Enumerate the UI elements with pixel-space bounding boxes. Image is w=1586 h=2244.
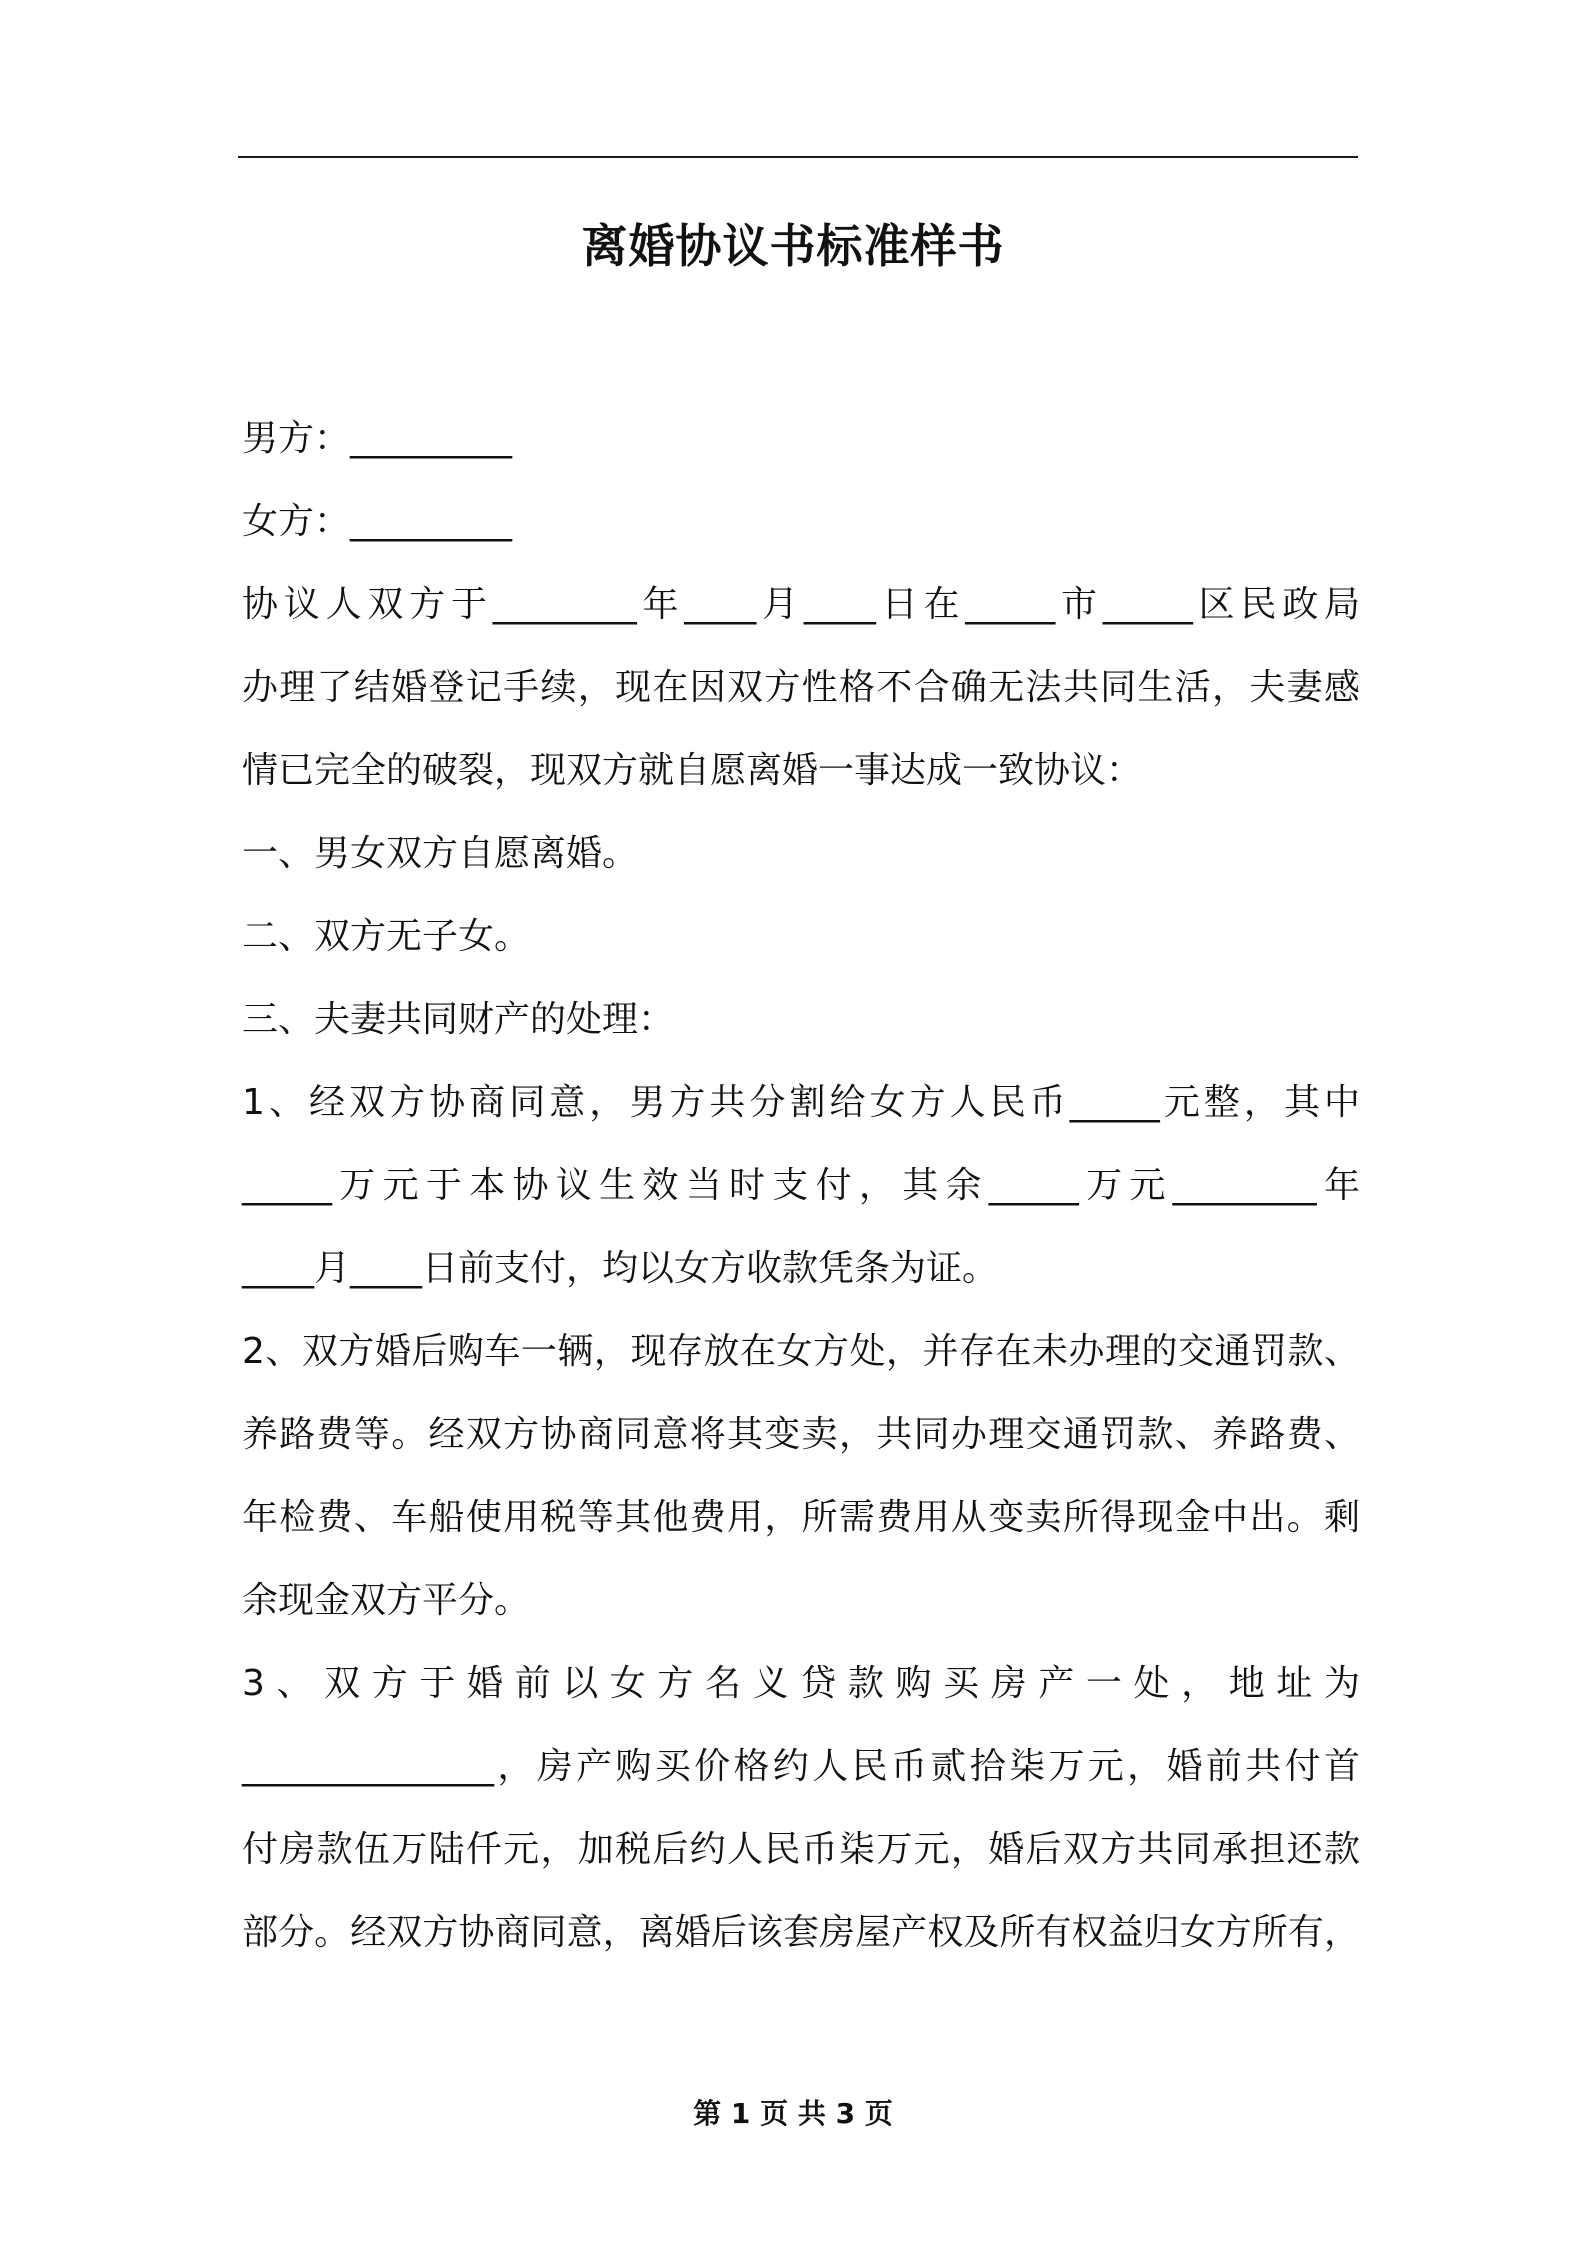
body-line: ____月____日前支付，均以女方收款凭条为证。 xyxy=(242,1248,999,1289)
body-line: 养路费等。经双方协商同意将其变卖，共同办理交通罚款、养路费、 xyxy=(242,1414,1360,1455)
body-line-female-party: 女方：_________ xyxy=(242,501,513,542)
clause-heading: 二、双方无子女。 xyxy=(242,916,531,957)
body-line: 办理了结婚登记手续，现在因双方性格不合确无法共同生活，夫妻感 xyxy=(242,667,1360,708)
body-line: 1、经双方协商同意，男方共分割给女方人民币_____元整，其中 xyxy=(242,1082,1360,1123)
body-line: 年检费、车船使用税等其他费用，所需费用从变卖所得现金中出。剩 xyxy=(242,1497,1360,1538)
page-number-footer: 第 1 页 共 3 页 xyxy=(693,2097,893,2130)
body-line: _____万元于本协议生效当时支付，其余_____万元________年 xyxy=(242,1165,1360,1206)
body-line: 部分。经双方协商同意，离婚后该套房屋产权及所有权益归女方所有， xyxy=(242,1912,1360,1953)
body-line: 协议人双方于________年____月____日在_____市_____区民政局 xyxy=(242,584,1360,625)
body-line: 3、双方于婚前以女方名义贷款购买房产一处，地址为 xyxy=(242,1663,1360,1704)
document-title: 离婚协议书标准样书 xyxy=(581,219,1005,273)
body-line: 付房款伍万陆仟元，加税后约人民币柒万元，婚后双方共同承担还款 xyxy=(242,1829,1360,1870)
body-line: ______________，房产购买价格约人民币贰拾柒万元，婚前共付首 xyxy=(242,1746,1360,1787)
clause-heading: 一、男女双方自愿离婚。 xyxy=(242,833,639,874)
body-line: 2、双方婚后购车一辆，现存放在女方处，并存在未办理的交通罚款、 xyxy=(242,1331,1360,1372)
body-line: 情已完全的破裂，现双方就自愿离婚一事达成一致协议： xyxy=(242,750,1143,791)
body-line: 余现金双方平分。 xyxy=(242,1580,531,1621)
clause-heading: 三、夫妻共同财产的处理： xyxy=(242,999,675,1040)
body-line-male-party: 男方：_________ xyxy=(242,418,513,459)
header-rule xyxy=(238,156,1358,158)
